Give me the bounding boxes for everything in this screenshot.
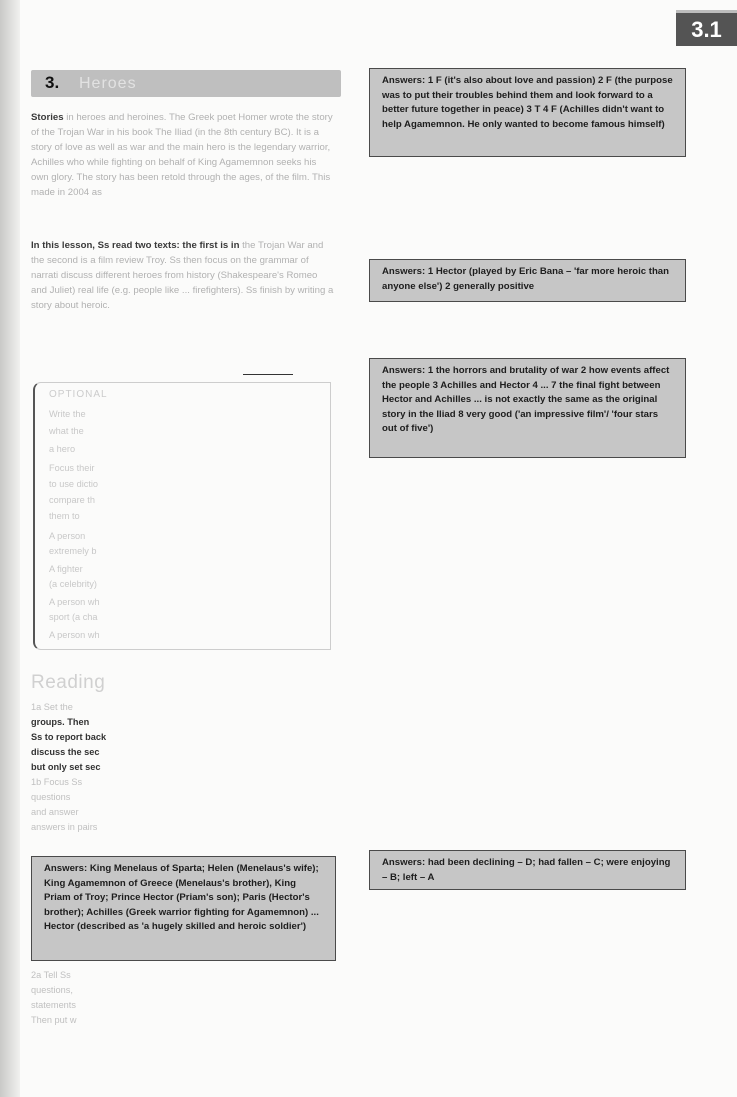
answer-text: 1 the horrors and brutality of war 2 how events affect the people 3 Achilles and Hector 4 ... 7 the final fight between Hector and Achilles ... is not exactly the same as the original story in the Iliad 8 very good ('an impressive film'/ 'four stars out of five') [382, 365, 670, 435]
reading-line: Ss to report back [31, 732, 107, 742]
answer-box-5 [369, 850, 686, 890]
lesson-lead: In this lesson, Ss read two texts: the first is in [31, 240, 240, 251]
box-line: A person wh [49, 630, 100, 640]
answer-label: Answers: [382, 365, 426, 376]
answer-box-3 [369, 358, 686, 458]
answer-label: Answers: [44, 863, 88, 874]
box-heading: OPTIONAL [49, 389, 108, 400]
reading-line: and answer [31, 807, 79, 817]
reading-line: questions, [31, 985, 73, 995]
reading-line: answers in pairs [31, 822, 98, 832]
section-title: Heroes [79, 75, 137, 92]
reading-line: Then put w [31, 1015, 77, 1025]
reading-instructions-2 [31, 968, 151, 1028]
box-line: A person [49, 531, 86, 541]
answer-text: 1 F (it's also about love and passion) 2 F (the purpose was to put their troubles behind them and look forward to a better future together in peace) 3 T 4 F (Achilles didn't want to help Agamemnon. He only wanted to become famous himself) [382, 75, 673, 130]
box-line: to use dictio [49, 479, 99, 489]
answer-label: Answers: [382, 266, 426, 277]
reading-line: 2a Tell Ss [31, 970, 71, 980]
box-line: extremely b [49, 546, 97, 556]
reading-line: 1b Focus Ss [31, 777, 83, 787]
section-header-bar [31, 70, 341, 97]
answer-box-2 [369, 259, 686, 302]
intro-lead: Stories [31, 112, 64, 123]
page-section-tab: 3.1 [676, 10, 737, 46]
answer-text: 1 Hector (played by Eric Bana – 'far more heroic than anyone else') 2 generally positive [382, 266, 669, 292]
box-line: sport (a cha [49, 612, 98, 622]
divider-line [243, 374, 293, 375]
answer-label: Answers: [382, 75, 426, 86]
reading-line: questions [31, 792, 71, 802]
box-line: compare th [49, 495, 95, 505]
box-line: Focus their [49, 463, 95, 473]
reading-line: but only set sec [31, 762, 101, 772]
reading-line: 1a Set the [31, 702, 73, 712]
reading-instructions [31, 700, 151, 835]
answer-box-4 [31, 856, 336, 961]
reading-line: statements [31, 1000, 76, 1010]
lesson-text: the Trojan War and the second is a film review Troy. Ss then focus on the grammar of narrati discuss different heroes from history (Shakespeare's Romeo and Juliet) real life (e.g. people like ... firefighters). Ss finish by writing a story about heroic. [31, 240, 334, 311]
answer-text: had been declining – D; had fallen – C; were enjoying – B; left – A [382, 857, 671, 883]
answer-box-1 [369, 68, 686, 157]
reading-line: discuss the sec [31, 747, 100, 757]
box-line: Write the [49, 409, 86, 419]
answer-label: Answers: [382, 857, 426, 868]
box-line: A fighter [49, 564, 83, 574]
box-line: them to [49, 511, 80, 521]
box-line: (a celebrity) [49, 579, 97, 589]
intro-text: in heroes and heroines. The Greek poet Homer wrote the story of the Trojan War in his book The Iliad (in the 8th century BC). It is a story of love as well as war and the main hero is the legendary warrior, Achilles who while fighting on behalf of King Agamemnon seeks his own glory. The story has been retold through the ages, of the film. This made in 2004 as [31, 112, 333, 198]
reading-line: groups. Then [31, 717, 90, 727]
box-line: a hero [49, 444, 76, 454]
section-number: 3. [45, 73, 60, 92]
reading-heading: Reading [31, 672, 106, 693]
intro-paragraph [31, 110, 336, 200]
box-line: A person wh [49, 597, 100, 607]
answer-text: King Menelaus of Sparta; Helen (Menelaus's wife); King Agamemnon of Greece (Menelaus's brother), King Priam of Troy; Prince Hector (Priam's son); Paris (Hector's brother); Achilles (Greek warrior fighting for Agamemnon) ... Hector (described as 'a hugely skilled and heroic soldier') [44, 863, 319, 933]
optional-activity-box [33, 382, 331, 650]
page-edge-shadow [0, 0, 20, 1097]
box-line: what the [49, 426, 84, 436]
lesson-paragraph [31, 238, 336, 313]
